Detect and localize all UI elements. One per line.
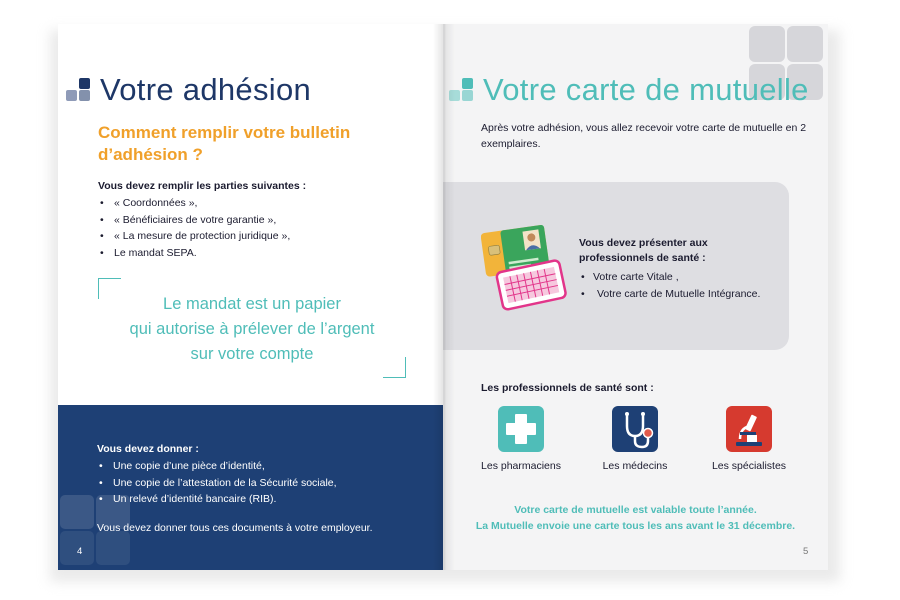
- give-heading: Vous devez donner :: [97, 443, 199, 455]
- page-title: Votre adhésion: [100, 72, 312, 107]
- parts-heading: Vous devez remplir les parties suivantes :: [98, 180, 307, 192]
- microscope-icon: [726, 406, 772, 452]
- right-header: [449, 72, 809, 108]
- stethoscope-icon: [612, 406, 658, 452]
- list-item: • « Coordonnées »,: [98, 195, 418, 212]
- left-page: [58, 24, 443, 570]
- intro-text: Après votre adhésion, vous allez recevoir votre carte de mutuelle en 2 exemplaires.: [481, 122, 807, 150]
- left-header: [66, 72, 311, 108]
- quote-line: Le mandat est un papier: [163, 295, 341, 313]
- present-heading: Vous devez présenter aux professionnels de santé :: [579, 237, 708, 264]
- decor-square: [96, 531, 130, 565]
- section-subtitle: Comment remplir votre bulletin d’adhésion ?: [98, 123, 351, 164]
- decor-square: [749, 26, 785, 62]
- pro-specialist: [699, 406, 799, 472]
- pro-label: Les spécialistes: [711, 460, 787, 472]
- pros-heading: Les professionnels de santé sont :: [481, 382, 654, 394]
- documents-block: [97, 443, 417, 534]
- page-number: 5: [803, 546, 809, 557]
- give-note: Vous devez donner tous ces documents à votre employeur.: [97, 521, 373, 534]
- pro-label: Les médecins: [602, 460, 668, 472]
- present-list: [579, 269, 784, 302]
- health-cards-icon: [481, 220, 571, 312]
- list-item: • Votre carte de Mutuelle Intégrance.: [579, 286, 784, 303]
- pro-pharmacist: [471, 406, 571, 472]
- quote-line: sur votre compte: [190, 345, 314, 363]
- parts-list: [98, 195, 418, 261]
- right-page: [443, 24, 828, 570]
- page-title: Votre carte de mutuelle: [483, 72, 809, 107]
- page-number: 4: [77, 546, 83, 557]
- parts-block: [98, 180, 418, 261]
- give-list: [97, 458, 417, 508]
- list-item: • « Bénéficiaires de votre garantie »,: [98, 212, 418, 229]
- quote-text: [98, 292, 406, 367]
- list-item: • Une copie d’une pièce d’identité,: [97, 458, 417, 475]
- documents-panel: [58, 405, 443, 570]
- pro-label: Les pharmaciens: [481, 460, 561, 472]
- list-item: • Une copie de l’attestation de la Sécurité sociale,: [97, 475, 417, 492]
- decor-square: [60, 495, 94, 529]
- validity-note: [463, 502, 808, 534]
- list-item: • Le mandat SEPA.: [98, 245, 418, 262]
- squares-logo-icon: [449, 76, 477, 104]
- footer-line: La Mutuelle envoie une carte tous les ans avant le 31 décembre.: [475, 520, 796, 532]
- list-item: • Votre carte Vitale ,: [579, 269, 784, 286]
- pharmacy-cross-icon: [498, 406, 544, 452]
- squares-logo-icon: [66, 76, 94, 104]
- list-item: • Un relevé d’identité bancaire (RIB).: [97, 491, 417, 508]
- pro-doctor: [585, 406, 685, 472]
- quote-line: qui autorise à prélever de l’argent: [129, 320, 375, 338]
- decor-square: [787, 26, 823, 62]
- footer-line: Votre carte de mutuelle est valable toute l’année.: [514, 504, 757, 516]
- cards-panel: [443, 182, 789, 350]
- present-block: [579, 236, 784, 302]
- list-item: • « La mesure de protection juridique »,: [98, 228, 418, 245]
- quote-box: [98, 278, 406, 378]
